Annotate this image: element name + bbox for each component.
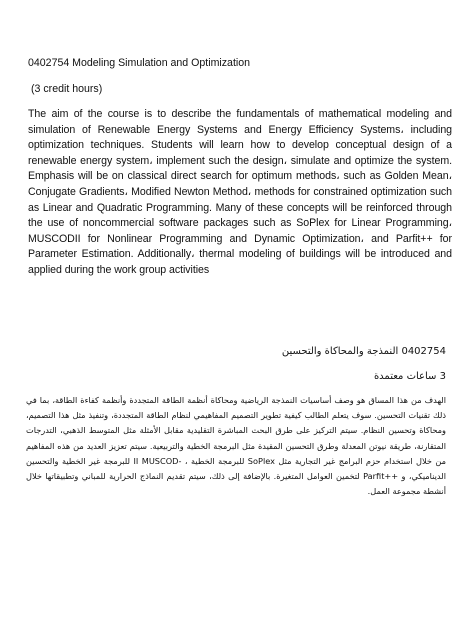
- arabic-course-credits: 3 ساعات معتمدة: [373, 371, 446, 382]
- course-credits: (3 credit hours): [31, 83, 103, 95]
- course-description: The aim of the course is to describe the fundamentals of mathematical modeling and simulation of Renewable Energy Systems and Energy Efficiency Systems، including optimization techniques. Students will learn how to develop conceptual design of a renewable energy system، implement such the design، simulate and optimize the system. Emphasis will be on classical direct search for optimum methods، such as Golden Mean، Conjugate Gradients، Modified Newton Method، methods for constrained optimization such as Linear and Quadratic Programming. Many of these concepts will be reinforced through the use of noncommercial software packages such as SoPlex for Linear Programming، MUSCODII for Nonlinear Programming and Dynamic Optimization، and Parfit++ for Parameter Estimation. Additionally، thermal modeling of buildings will be introduced and applied during the work group activities: [28, 108, 452, 276]
- arabic-course-title: 0402754 النمذجة والمحاكاة والتحسين: [281, 346, 446, 357]
- course-title: 0402754 Modeling Simulation and Optimization: [28, 57, 251, 69]
- arabic-course-description: الهدف من هذا المساق هو وصف أساسيات النمذجة الرياضية ومحاكاة أنظمة الطاقة المتجددة وأنظمة كفاءة الطاقة، بما في ذلك تقنيات التحسين. سوف يتعلم الطالب كيفية تطوير التصميم المفاهيمي لنظام الطاقة المتجددة، وتنفيذ مثل هذا التصميم، ومحاكاة وتحسين النظام. سيتم التركيز على طرق البحث المباشرة التقليدية مقابل الأمثلة مثل المتوسط الذهبي، التدرجات المتقارنة، طريقة نيوتن المعدلة وطرق التحسين المقيدة مثل البرمجة الخطية والتربيعية. سيتم تعزيز العديد من هذه المفاهيم من خلال استخدام حزم البرامج غير التجارية مثل SoPlex للبرمجة الخطية ، -II MUSCOD للبرمجة غير الخطية والتحسين الديناميكي، و ++Parfit لتخمين العوامل المتغيرة. بالإضافة إلى ذلك، سيتم تقديم النماذج الحرارية للمباني وتطبيقاتها خلال أنشطة مجموعة العمل.: [26, 395, 446, 497]
